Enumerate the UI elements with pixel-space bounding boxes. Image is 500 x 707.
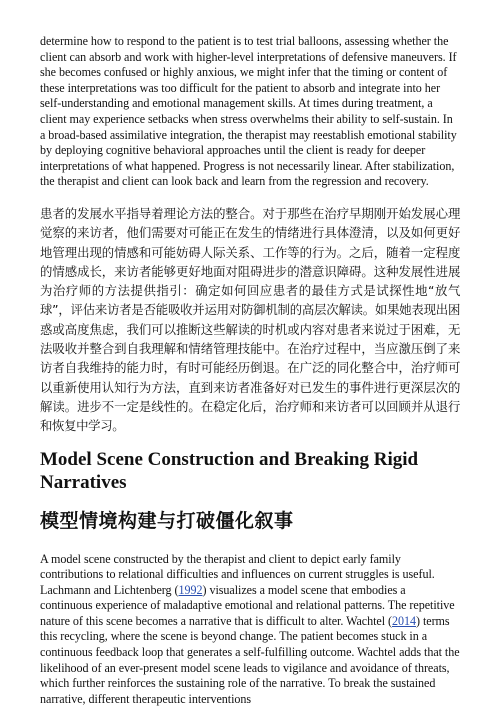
- paragraph-chinese-1: 患者的发展水平指导着理论方法的整合。对于那些在治疗早期刚开始发展心理觉察的来访者，他们需要对可能正在发生的情绪进行具体澄清，以及如何更好地管理出现的情感和可能妨碍人际关系、工作等的行为。之后，随着一定程度的情感成长，来访者能够更好地面对阻碍进步的潜意识障碍。这种发展性进展为治疗师的方法提供指引：确定如何回应患者的最佳方式是试探性地“放气球”，评估来访者是否能吸收并运用对防御机制的高层次解读。如果她表现出困惑或高度焦虑，我们可以推断这些解读的时机或内容对患者来说过于困难，无法吸收并整合到自我理解和情绪管理技能中。在治疗过程中，当应激压倒了来访者自我维持的能力时，有时可能经历倒退。在广泛的同化整合中，治疗师可以重新使用认知行为方法，直到来访者准备好对已发生的事件进行更深层次的解读。进步不一定是线性的。在稳定化后，治疗师和来访者可以回顾并从退行和恢复中学习。: [40, 204, 460, 436]
- citation-link-1992[interactable]: 1992: [179, 583, 203, 597]
- paragraph-text-segment: A model scene constructed by the therapist and client to depict early family contributions to relational difficulties and influences on current struggles is useful. Lachmann and Lichtenberg (: [40, 552, 435, 597]
- document-page: [40, 34, 460, 707]
- paragraph-text-segment: ) terms this recycling, where the scene is beyond change. The patient becomes stuck in a continuous feedback loop that generates a self-fulfilling outcome. Wachtel adds that the likelihood of an ever-present model scene leads to vigilance and avoidance of threats, which further reinforces the sustaining role of the narrative. To break the sustained narrative, different therapeutic interventions: [40, 614, 460, 706]
- paragraph-text-segment: ) visualizes a model scene that embodies a continuous experience of maladaptive emotional and relational patterns. The repetitive nature of this scene becomes a narrative that is difficult to alter. Wachtel (: [40, 583, 455, 628]
- section-heading-english: Model Scene Construction and Breaking Rigid Narratives: [40, 448, 460, 494]
- section-heading-chinese: 模型情境构建与打破僵化叙事: [40, 508, 460, 534]
- citation-link-2014[interactable]: 2014: [392, 614, 416, 628]
- paragraph-english-1: determine how to respond to the patient is to test trial balloons, assessing whether the client can absorb and work with higher-level interpretations of defensive maneuvers. If she becomes confused or highly anxious, we might infer that the timing or content of these interpretations was too difficult for the patient to absorb and integrate into her self-understanding and emotional management skills. At times during treatment, a client may experience setbacks when stress overwhelms their ability to self-sustain. In a broad-based assimilative integration, the therapist may reestablish emotional stability by deploying cognitive behavioral approaches until the client is ready for deeper interpretations of what happened. Progress is not necessarily linear. After stabilization, the therapist and client can look back and learn from the regression and recovery.: [40, 34, 460, 190]
- paragraph-english-2: [40, 552, 460, 707]
